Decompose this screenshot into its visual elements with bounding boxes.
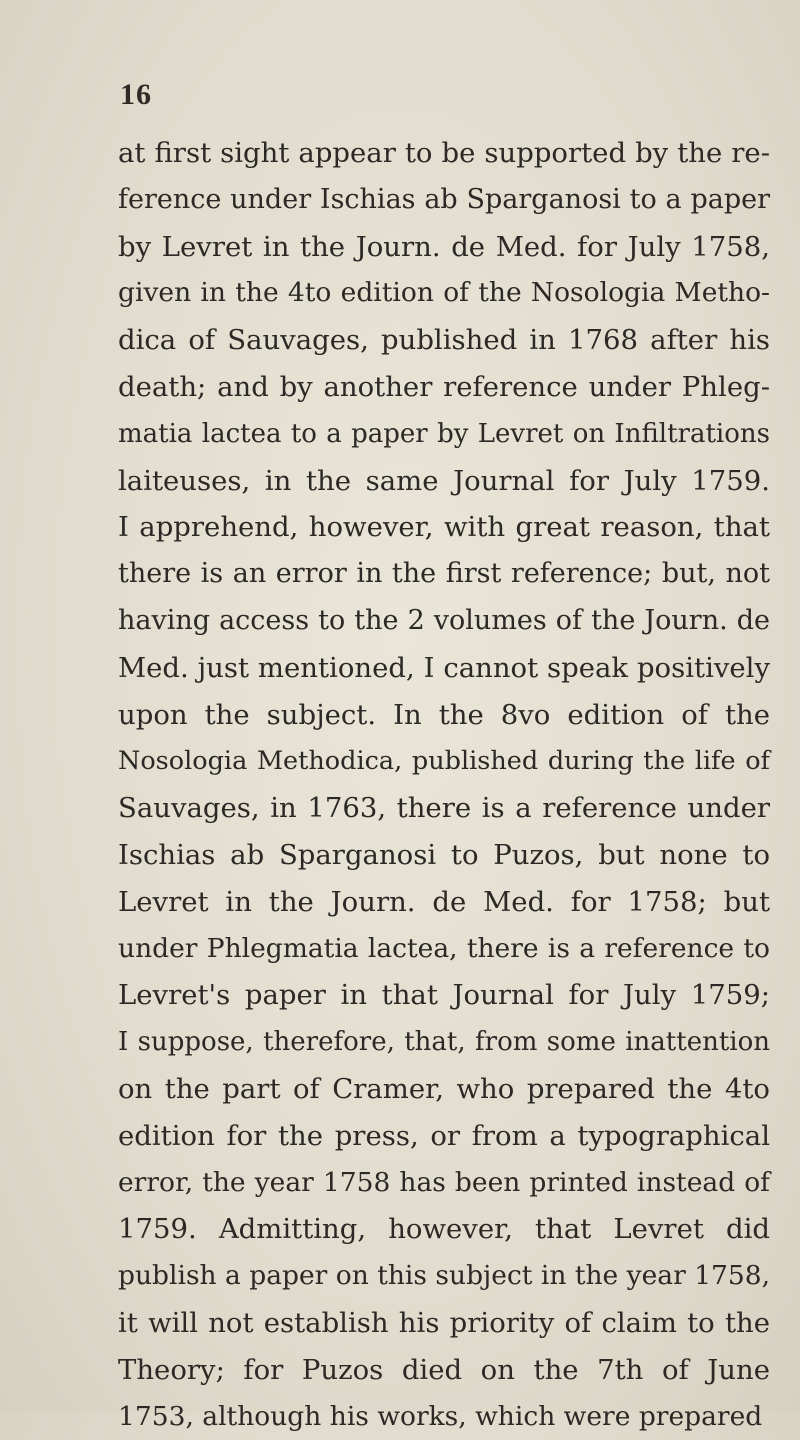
text-line: 1759. Admitting, however, that Levret did [118, 1213, 770, 1246]
text-line: Med. just mentioned, I cannot speak positively [118, 651, 770, 684]
text-line: dica of Sauvages, published in 1768 after his [118, 324, 770, 357]
text-line: at first sight appear to be supported by the re- [118, 137, 770, 169]
text-line: Nosologia Methodica, published during the life of [118, 746, 770, 777]
text-line: Levret's paper in that Journal for July 1759; [118, 979, 770, 1012]
text-line: 1753, although his works, which were prepared [118, 1400, 763, 1432]
text-line: error, the year 1758 has been printed instead of [118, 1166, 770, 1198]
text-line: on the part of Cramer, who prepared the 4to [118, 1072, 770, 1105]
text-line: Theory; for Puzos died on the 7th of June [118, 1353, 770, 1386]
text-line: death; and by another reference under Phleg- [118, 370, 770, 403]
text-line: I apprehend, however, with great reason, that [118, 511, 770, 544]
text-line: there is an error in the first reference; but, not [118, 558, 770, 590]
text-line: having access to the 2 volumes of the Journ. de [118, 604, 770, 636]
text-line: given in the 4to edition of the Nosologia Metho- [118, 277, 770, 309]
text-line: Sauvages, in 1763, there is a reference under [118, 792, 770, 825]
page-number: 16 [120, 78, 152, 111]
text-line: I suppose, therefore, that, from some inattention [118, 1027, 770, 1058]
text-line: matia lactea to a paper by Levret on Infiltrations [118, 418, 770, 449]
text-line: upon the subject. In the 8vo edition of the [118, 698, 770, 731]
text-line: edition for the press, or from a typographical [118, 1119, 770, 1152]
body-text [118, 130, 770, 1440]
text-line: by Levret in the Journ. de Med. for July 1758, [118, 230, 770, 263]
text-line: under Phlegmatia lactea, there is a reference to [118, 932, 770, 964]
text-line: Levret in the Journ. de Med. for 1758; but [118, 885, 770, 918]
text-line: it will not establish his priority of claim to the [118, 1306, 770, 1339]
text-line: laiteuses, in the same Journal for July 1759. [118, 464, 770, 497]
text-line: ference under Ischias ab Sparganosi to a paper [118, 183, 770, 215]
text-line: Ischias ab Sparganosi to Puzos, but none to [118, 838, 770, 871]
text-line: publish a paper on this subject in the year 1758, [118, 1260, 771, 1292]
